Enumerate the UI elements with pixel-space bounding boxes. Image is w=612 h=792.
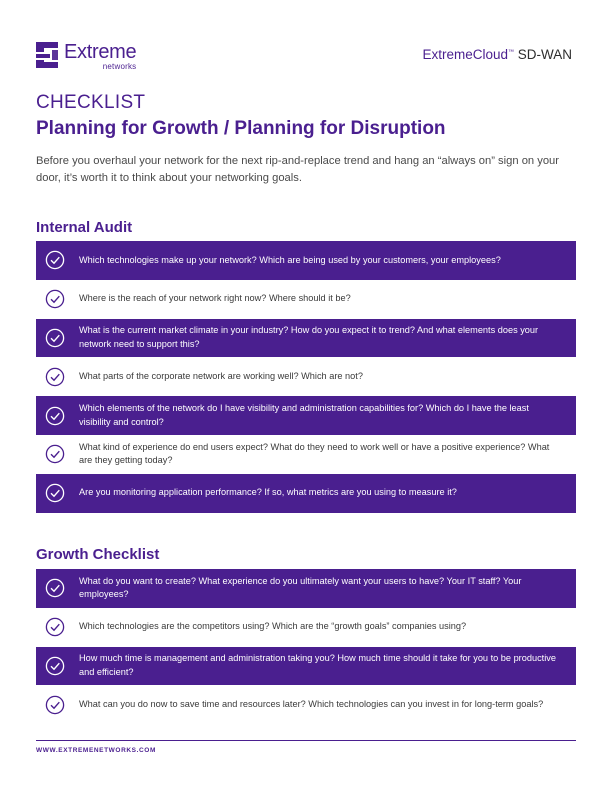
checklist-item-text: How much time is management and administration taking you? How much time should it take for you to be productive and efficient? <box>79 653 556 677</box>
checklist-item-text: What kind of experience do end users expect? What do they need to work well or have a positive experience? What are they getting today? <box>79 441 550 466</box>
check-circle-icon <box>45 444 65 464</box>
checklist-item-text: Which technologies are the competitors using? Which are the “growth goals” companies using? <box>79 621 467 632</box>
page-title: Planning for Growth / Planning for Disruption <box>36 118 446 139</box>
check-circle-icon <box>45 617 65 637</box>
logo-sub: networks <box>102 62 137 71</box>
check-circle-icon <box>45 328 65 348</box>
logo-word: Extreme <box>64 41 137 63</box>
product-trademark: ™ <box>508 49 514 56</box>
checklist-item[interactable] <box>36 685 576 724</box>
checklist-item-text: Are you monitoring application performance? If so, what metrics are you using to measure it? <box>79 487 457 498</box>
checklist-item[interactable] <box>36 474 576 513</box>
checklist-item[interactable] <box>36 357 576 396</box>
checklist-item-text: Which technologies make up your network? Which are being used by your customers, your employees? <box>79 254 501 265</box>
check-circle-icon <box>45 695 65 715</box>
growth-checklist-list <box>36 569 576 724</box>
checklist-item-text: What do you want to create? What experience do you ultimately want your users to have? Your IT staff? Your employees? <box>79 575 522 600</box>
product-brand: ExtremeCloud <box>422 47 508 62</box>
extreme-logo-mark-icon <box>36 42 58 68</box>
checklist-item-text: What parts of the corporate network are working well? Which are not? <box>79 371 363 382</box>
check-circle-icon <box>45 656 65 676</box>
section-heading-growth-checklist: Growth Checklist <box>36 546 160 563</box>
checklist-item-text: What is the current market climate in your industry? How do you expect it to trend? And what elements does your network need to support this? <box>79 325 539 349</box>
check-circle-icon <box>45 578 65 598</box>
intro-paragraph: Before you overhaul your network for the next rip-and-replace trend and hang an “always on” sign on your door, it’s worth it to think about your networking goals. <box>36 155 560 184</box>
checklist-item-text: Where is the reach of your network right now? Where should it be? <box>79 293 351 304</box>
check-circle-icon <box>45 250 65 270</box>
footer-divider <box>36 740 576 741</box>
check-circle-icon <box>45 367 65 387</box>
checklist-item[interactable] <box>36 569 576 608</box>
section-heading-internal-audit: Internal Audit <box>36 219 133 236</box>
checklist-item[interactable] <box>36 435 576 474</box>
checklist-item[interactable] <box>36 319 576 358</box>
checklist-item[interactable] <box>36 396 576 435</box>
checklist-item-text: What can you do now to save time and resources later? Which technologies can you invest in for long-term goals? <box>79 699 544 710</box>
footer-url[interactable]: WWW.EXTREMENETWORKS.COM <box>36 747 156 754</box>
checklist-item[interactable] <box>36 280 576 319</box>
check-circle-icon <box>45 289 65 309</box>
product-name <box>422 47 572 62</box>
logo <box>36 42 136 71</box>
checklist-item[interactable] <box>36 241 576 280</box>
checklist-item[interactable] <box>36 647 576 686</box>
check-circle-icon <box>45 483 65 503</box>
checklist-item[interactable] <box>36 608 576 647</box>
checklist-item-text: Which elements of the network do I have visibility and administration capabilities for? Which do I have the least visibility and control? <box>79 403 529 427</box>
check-circle-icon <box>45 406 65 426</box>
product-suffix: SD-WAN <box>514 47 572 62</box>
eyebrow: CHECKLIST <box>36 92 146 113</box>
internal-audit-list <box>36 241 576 513</box>
